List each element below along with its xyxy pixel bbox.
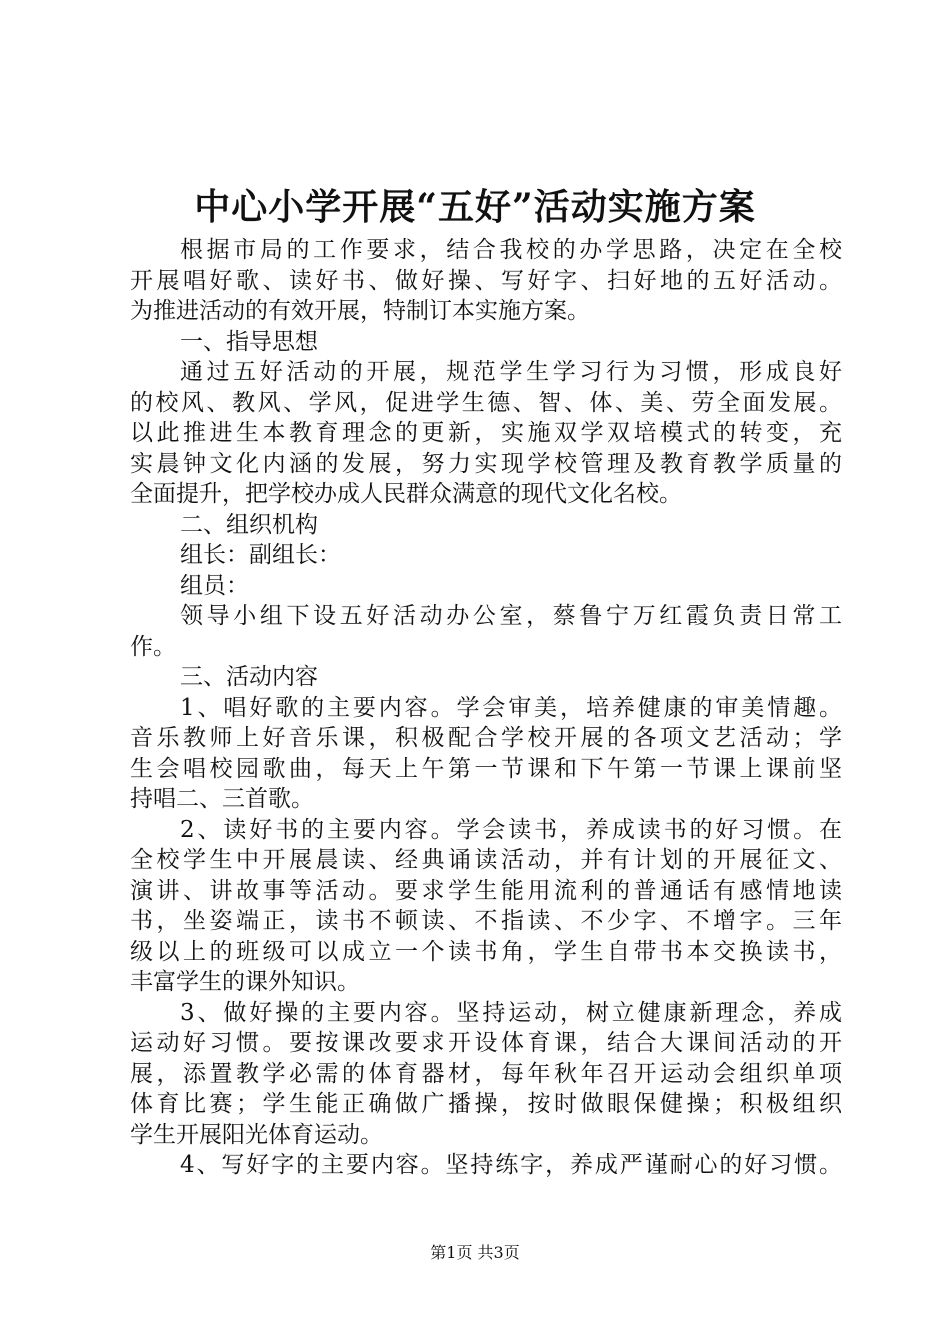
paragraph-line: 领导小组下设五好活动办公室，蔡鲁宁万红霞负责日常工 xyxy=(180,603,842,629)
paragraph-line: 音乐教师上好音乐课，积极配合学校开展的各项文艺活动；学 xyxy=(130,725,842,751)
paragraph-line: 生会唱校园歌曲，每天上午第一节课和下午第一节课上课前坚 xyxy=(130,755,842,782)
page-footer: 第1页 共3页 xyxy=(430,1243,520,1262)
document-body xyxy=(130,235,842,1181)
paragraph-line: 开展唱好歌、读好书、做好操、写好字、扫好地的五好活动。 xyxy=(130,267,842,294)
paragraph-line: 级以上的班级可以成立一个读书角，学生自带书本交换读书， xyxy=(130,938,842,965)
paragraph-line: 展，添置教学必需的体育器材，每年秋年召开运动会组织单项 xyxy=(130,1060,842,1087)
paragraph-line: 1、唱好歌的主要内容。学会审美，培养健康的审美情趣。 xyxy=(180,694,842,721)
paragraph-line: 的校风、教风、学风，促进学生德、智、体、美、劳全面发展。 xyxy=(130,389,842,416)
paragraph-line: 持唱二、三首歌。 xyxy=(130,786,314,812)
paragraph-line: 运动好习惯。要按课改要求开设体育课，结合大课间活动的开 xyxy=(130,1030,842,1056)
paragraph-line: 体育比赛；学生能正确做广播操，按时做眼保健操；积极组织 xyxy=(130,1091,842,1117)
paragraph-line: 3、做好操的主要内容。坚持运动，树立健康新理念，养成 xyxy=(180,999,842,1026)
paragraph-line: 2、读好书的主要内容。学会读书，养成读书的好习惯。在 xyxy=(180,816,842,843)
paragraph-line: 全面提升，把学校办成人民群众满意的现代文化名校。 xyxy=(130,481,682,507)
paragraph-line: 为推进活动的有效开展，特制订本实施方案。 xyxy=(130,298,590,324)
paragraph-line: 组长：副组长： xyxy=(180,542,341,568)
paragraph-line: 学生开展阳光体育运动。 xyxy=(130,1121,383,1148)
paragraph-line: 通过五好活动的开展，规范学生学习行为习惯，形成良好 xyxy=(180,359,842,385)
paragraph-line: 以此推进生本教育理念的更新，实施双学双培模式的转变，充 xyxy=(130,420,842,446)
paragraph-line: 一、指导思想 xyxy=(180,328,318,355)
paragraph-line: 演讲、讲故事等活动。要求学生能用流利的普通话有感情地读 xyxy=(130,877,842,904)
paragraph-line: 4、写好字的主要内容。坚持练字，养成严谨耐心的好习惯。 xyxy=(180,1152,842,1178)
paragraph-line: 丰富学生的课外知识。 xyxy=(130,969,360,995)
paragraph-line: 书，坐姿端正，读书不顿读、不指读、不少字、不增字。三年 xyxy=(130,908,842,934)
paragraph-line: 作。 xyxy=(130,633,176,660)
paragraph-line: 全校学生中开展晨读、经典诵读活动，并有计划的开展征文、 xyxy=(130,847,842,873)
document-title: 中心小学开展“五好”活动实施方案 xyxy=(194,186,756,228)
paragraph-line: 三、活动内容 xyxy=(180,664,318,690)
paragraph-line: 二、组织机构 xyxy=(180,511,318,538)
paragraph-line: 实晨钟文化内涵的发展，努力实现学校管理及教育教学质量的 xyxy=(130,450,842,477)
paragraph-line: 组员： xyxy=(180,572,249,599)
paragraph-line: 根据市局的工作要求，结合我校的办学思路，决定在全校 xyxy=(180,237,842,263)
